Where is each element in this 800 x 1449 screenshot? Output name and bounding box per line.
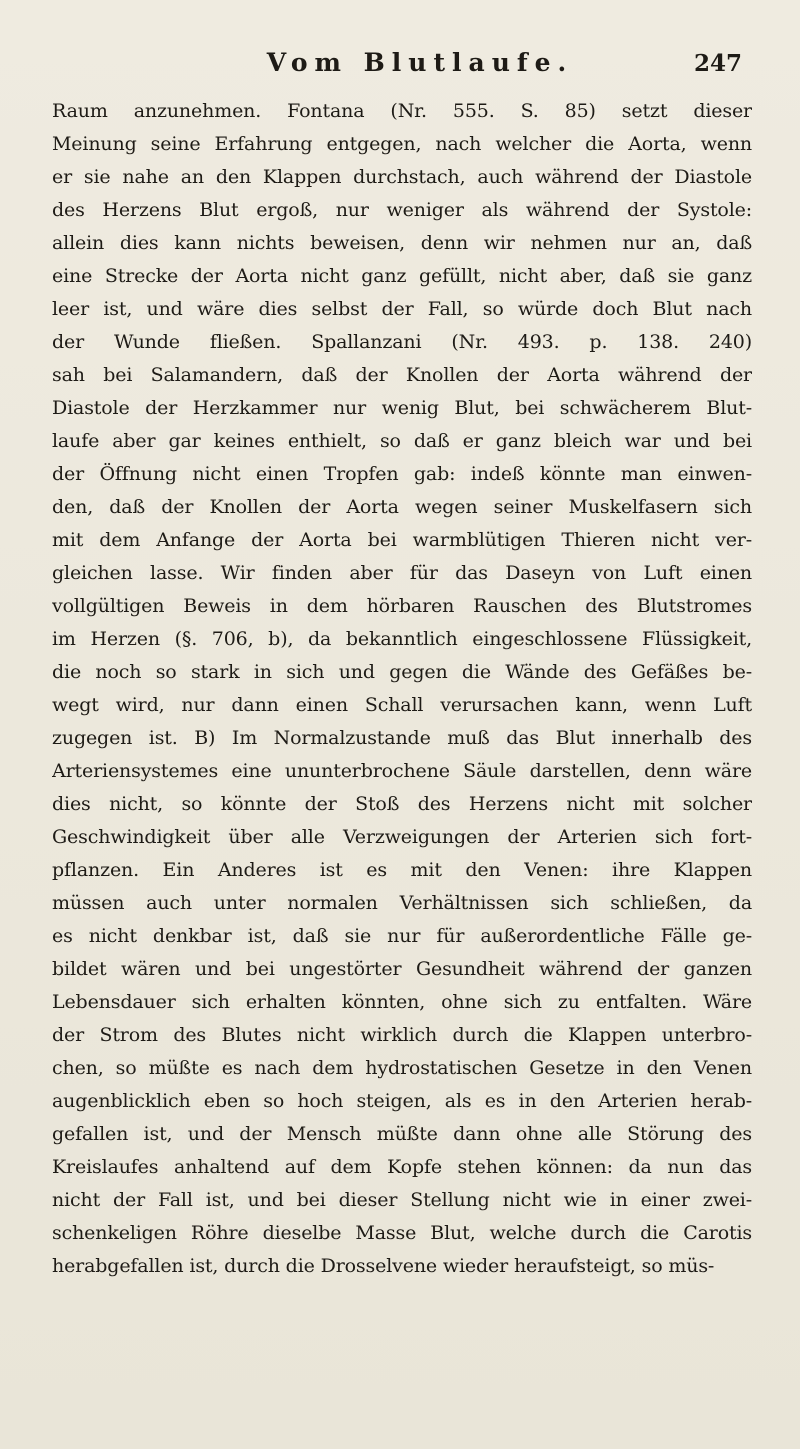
text-line: allein dies kann nichts beweisen, denn wir nehmen nur an, daß bbox=[52, 232, 752, 254]
text-line: dies nicht, so könnte der Stoß des Herzens nicht mit solcher bbox=[52, 793, 752, 815]
text-line: Raum anzunehmen. Fontana (Nr. 555. S. 85) setzt dieser bbox=[52, 100, 752, 122]
text-line: Lebensdauer sich erhalten könnten, ohne sich zu entfalten. Wäre bbox=[52, 991, 752, 1013]
text-line: den, daß der Knollen der Aorta wegen seiner Muskelfasern sich bbox=[52, 496, 752, 518]
text-line: Kreislaufes anhaltend auf dem Kopfe stehen können: da nun das bbox=[52, 1156, 752, 1178]
page-number: 247 bbox=[693, 50, 742, 77]
text-line: laufe aber gar keines enthielt, so daß er ganz bleich war und bei bbox=[52, 430, 752, 452]
text-line: mit dem Anfange der Aorta bei warmblütigen Thieren nicht ver- bbox=[52, 529, 752, 551]
text-line: Arteriensystemes eine ununterbrochene Säule darstellen, denn wäre bbox=[52, 760, 752, 782]
text-line: chen, so müßte es nach dem hydrostatischen Gesetze in den Venen bbox=[52, 1057, 752, 1079]
text-line: bildet wären und bei ungestörter Gesundheit während der ganzen bbox=[52, 958, 752, 980]
text-line: gleichen lasse. Wir finden aber für das Daseyn von Luft einen bbox=[52, 562, 752, 584]
text-line: im Herzen (§. 706, b), da bekanntlich eingeschlossene Flüssigkeit, bbox=[52, 628, 752, 650]
text-line: wegt wird, nur dann einen Schall verursachen kann, wenn Luft bbox=[52, 694, 752, 716]
page-header bbox=[0, 48, 800, 88]
text-line: sah bei Salamandern, daß der Knollen der Aorta während der bbox=[52, 364, 752, 386]
text-line: die noch so stark in sich und gegen die Wände des Gefäßes be- bbox=[52, 661, 752, 683]
text-line: pflanzen. Ein Anderes ist es mit den Venen: ihre Klappen bbox=[52, 859, 752, 881]
text-line: eine Strecke der Aorta nicht ganz gefüllt, nicht aber, daß sie ganz bbox=[52, 265, 752, 287]
text-line: der Wunde fließen. Spallanzani (Nr. 493. p. 138. 240) bbox=[52, 331, 752, 353]
text-line: der Strom des Blutes nicht wirklich durch die Klappen unterbro- bbox=[52, 1024, 752, 1046]
text-line: müssen auch unter normalen Verhältnissen sich schließen, da bbox=[52, 892, 752, 914]
text-line: herabgefallen ist, durch die Drosselvene wieder heraufsteigt, so müs- bbox=[52, 1255, 715, 1277]
text-line: Diastole der Herzkammer nur wenig Blut, bei schwächerem Blut- bbox=[52, 397, 752, 419]
text-line: er sie nahe an den Klappen durchstach, auch während der Diastole bbox=[52, 166, 752, 188]
text-line: Meinung seine Erfahrung entgegen, nach welcher die Aorta, wenn bbox=[52, 133, 752, 155]
text-line: es nicht denkbar ist, daß sie nur für außerordentliche Fälle ge- bbox=[52, 925, 752, 947]
text-line: schenkeligen Röhre dieselbe Masse Blut, welche durch die Carotis bbox=[52, 1222, 752, 1244]
text-line: vollgültigen Beweis in dem hörbaren Rauschen des Blutstromes bbox=[52, 595, 752, 617]
text-line: nicht der Fall ist, und bei dieser Stellung nicht wie in einer zwei- bbox=[52, 1189, 752, 1211]
text-line: leer ist, und wäre dies selbst der Fall, so würde doch Blut nach bbox=[52, 298, 752, 320]
text-line: gefallen ist, und der Mensch müßte dann ohne alle Störung des bbox=[52, 1123, 752, 1145]
text-line: der Öffnung nicht einen Tropfen gab: indeß könnte man einwen- bbox=[52, 463, 752, 485]
body-text bbox=[52, 95, 752, 1283]
text-line: des Herzens Blut ergoß, nur weniger als während der Systole: bbox=[52, 199, 752, 221]
text-line: zugegen ist. B) Im Normalzustande muß das Blut innerhalb des bbox=[52, 727, 752, 749]
running-title: Vom Blutlaufe. bbox=[266, 48, 574, 77]
text-line: augenblicklich eben so hoch steigen, als es in den Arterien herab- bbox=[52, 1090, 752, 1112]
text-line: Geschwindigkeit über alle Verzweigungen der Arterien sich fort- bbox=[52, 826, 752, 848]
